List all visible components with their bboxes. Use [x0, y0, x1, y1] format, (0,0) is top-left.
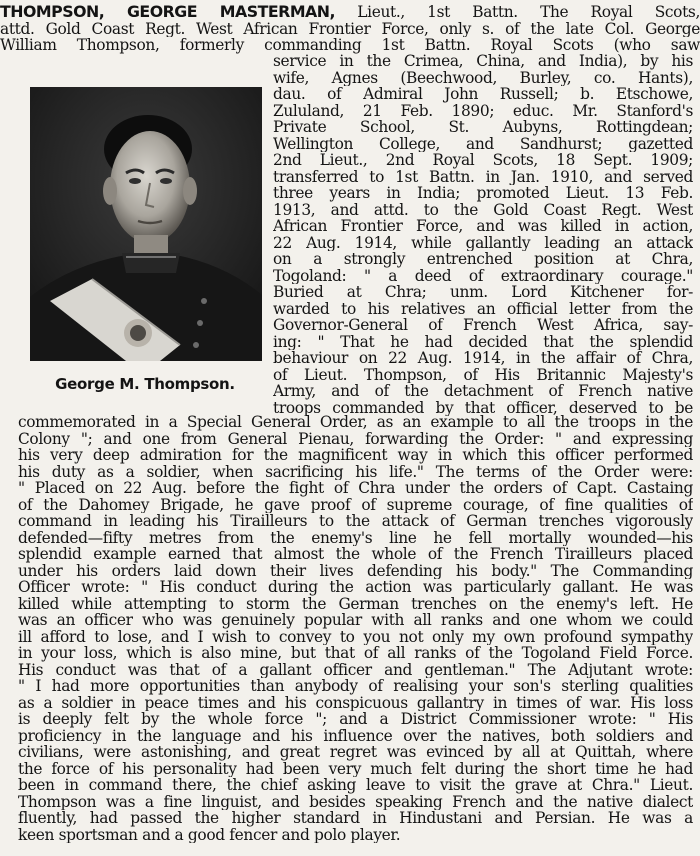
narrow-column-text — [273, 53, 693, 416]
portrait-column — [22, 87, 260, 393]
text-line: behaviour on 22 Aug. 1914, in the affair of Chra, — [273, 350, 693, 367]
text-line: 1913, and attd. to the Gold Coast Regt. West — [273, 201, 693, 218]
text-line: Wellington College, and Sandhurst; gazetted — [273, 135, 693, 152]
text-line: Thompson was a fine linguist, and besides speaking French and the native dialect — [18, 793, 693, 810]
text-line: of Lieut. Thompson, of His Britannic Majesty's — [273, 366, 693, 383]
text-line: three years in India; promoted Lieut. 13 Feb. — [273, 185, 693, 202]
heading-line-3: William Thompson, formerly commanding 1st Battn. Royal Scots (who saw — [0, 37, 700, 54]
text-line: under his orders laid down their lives defending his body." The Commanding — [18, 562, 693, 579]
text-line: Colony "; and one from General Pienau, forwarding the Order: " and expressing — [18, 430, 693, 447]
text-line: commemorated in a Special General Order, as an example to all the troops in the — [18, 414, 693, 431]
text-line: killed while attempting to storm the German trenches on the enemy's left. He — [18, 595, 693, 612]
text-line: dau. of Admiral John Russell; b. Etschowe, — [273, 86, 693, 103]
text-line: splendid example earned that almost the whole of the French Tirailleurs placed — [18, 546, 693, 563]
text-line: " Placed on 22 Aug. before the fight of Chra under the orders of Capt. Castaing — [18, 480, 693, 497]
heading-line-2: attd. Gold Coast Regt. West African Frontier Force, only s. of the late Col. George — [0, 20, 700, 37]
text-line: service in the Crimea, China, and India), by his — [273, 53, 693, 70]
text-line: the force of his personality had been very much felt during the short time he had — [18, 760, 693, 777]
text-line: His conduct was that of a gallant officer and gentleman." The Adjutant wrote: — [18, 661, 693, 678]
text-line: in your loss, which is also mine, but that of all ranks of the Togoland Field Force. — [18, 645, 693, 662]
text-line: of the Dahomey Brigade, he gave proof of supreme courage, of fine qualities of — [18, 496, 693, 513]
text-line: command in leading his Tirailleurs to the attack of German trenches vigorously — [18, 513, 693, 530]
entry-name: THOMPSON, GEORGE MASTERMAN, — [0, 4, 335, 21]
text-line: been in command there, the chief asking leave to visit the grave at Chra." Lieut. — [18, 777, 693, 794]
text-line: " I had more opportunities than anybody of realising your son's sterling qualities — [18, 678, 693, 695]
text-line: proficiency in the language and his influence over the natives, both soldiers and — [18, 727, 693, 744]
text-line: civilians, were astonishing, and great regret was evinced by all at Quittah, where — [18, 744, 693, 761]
text-line: his duty as a soldier, when sacrificing his life." The terms of the Order were: — [18, 463, 693, 480]
text-line: on a strongly entrenched position at Chra, — [273, 251, 693, 268]
text-line: Buried at Chra; unm. Lord Kitchener for- — [273, 284, 693, 301]
text-line: Private School, St. Aubyns, Rottingdean; — [273, 119, 693, 136]
text-line: 2nd Lieut., 2nd Royal Scots, 18 Sept. 1909; — [273, 152, 693, 169]
text-line: defended—fifty metres from the enemy's line he fell mortally wounded—his — [18, 529, 693, 546]
text-line: ill afford to lose, and I wish to convey to you not only my own profound sympathy — [18, 628, 693, 645]
heading-line-1 — [0, 4, 700, 21]
text-line: as a soldier in peace times and his conspicuous gallantry in times of war. His loss — [18, 694, 693, 711]
portrait-caption: George M. Thompson. — [55, 375, 235, 393]
entry-heading — [0, 4, 700, 54]
text-line: Army, and of the detachment of French native — [273, 383, 693, 400]
entry-rank: Lieut., 1st Battn. The Royal Scots, — [357, 4, 700, 21]
text-line: was an officer who was genuinely popular with all ranks and one whom we could — [18, 612, 693, 629]
text-line: wife, Agnes (Beechwood, Burley, co. Hants), — [273, 69, 693, 86]
text-line: his very deep admiration for the magnificent way in which this officer performed — [18, 447, 693, 464]
text-line: fluently, had passed the higher standard in Hindustani and Persian. He was a — [18, 810, 693, 827]
portrait-image — [30, 87, 262, 361]
text-line: is deeply felt by the whole force "; and a District Commissioner wrote: " His — [18, 711, 693, 728]
text-line: keen sportsman and a good fencer and polo player. — [18, 826, 401, 843]
text-line: Officer wrote: " His conduct during the action was particularly gallant. He was — [18, 579, 693, 596]
text-line: Governor-General of French West Africa, say- — [273, 317, 693, 334]
text-line: Zululand, 21 Feb. 1890; educ. Mr. Stanford's — [273, 102, 693, 119]
text-line: troops commanded by that officer, deserved to be — [273, 399, 693, 416]
text-line: ing: " That he had decided that the splendid — [273, 333, 693, 350]
portrait-photo — [30, 87, 262, 361]
text-line: African Frontier Force, and was killed in action, — [273, 218, 693, 235]
text-line: transferred to 1st Battn. in Jan. 1910, and served — [273, 168, 693, 185]
text-line: 22 Aug. 1914, while gallantly leading an attack — [273, 234, 693, 251]
text-line: warded to his relatives an official letter from the — [273, 300, 693, 317]
full-width-text — [18, 414, 693, 843]
text-line: Togoland: " a deed of extraordinary courage." — [273, 267, 693, 284]
